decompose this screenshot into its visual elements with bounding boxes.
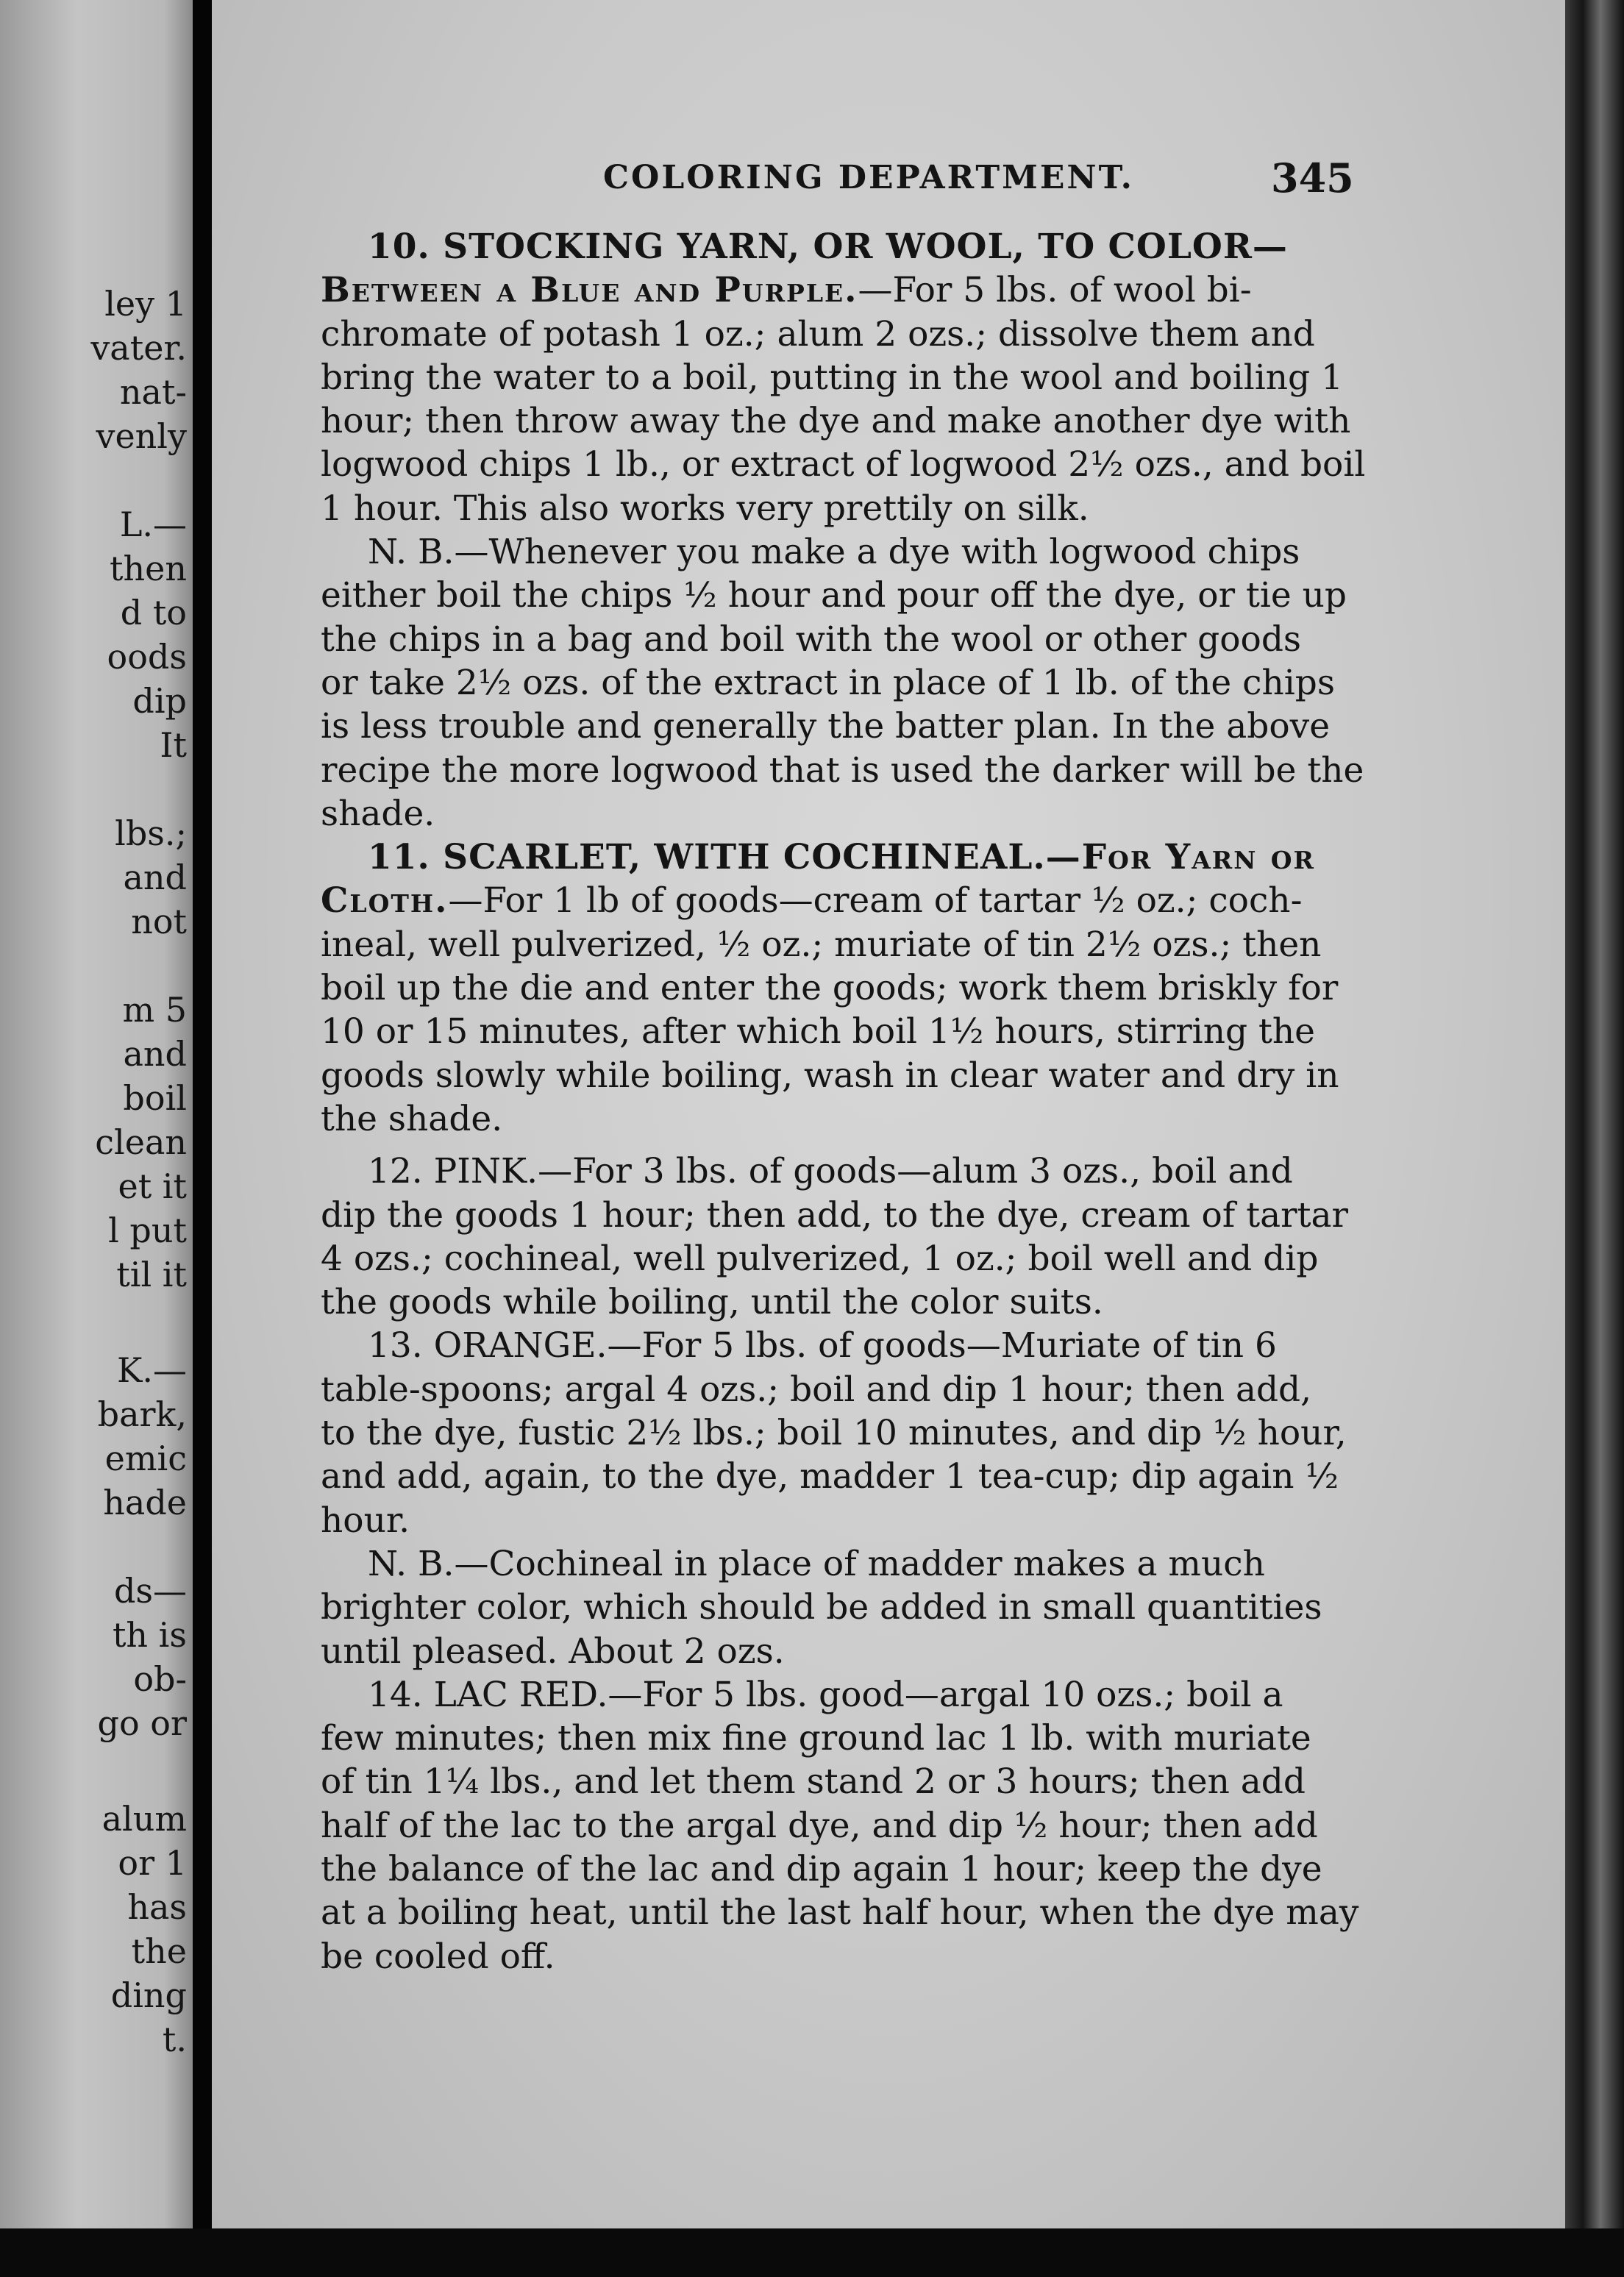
text-line: goods slowly while boiling, wash in clear water and dry in xyxy=(321,1055,1339,1096)
note-line: or take 2½ ozs. of the extract in place of 1 lb. of the chips xyxy=(321,662,1335,703)
facing-page-line: ob- xyxy=(133,1659,187,1699)
note-line: N. B.—Cochineal in place of madder makes a much xyxy=(368,1543,1265,1584)
text-line: hour; then throw away the dye and make another dye with xyxy=(321,401,1351,442)
facing-page-line: and xyxy=(123,1034,187,1074)
facing-page-line: boil xyxy=(123,1078,187,1118)
facing-page-line: d to xyxy=(120,593,187,632)
text-line: and add, again, to the dye, madder 1 tea-cup; dip again ½ xyxy=(321,1456,1339,1497)
body-text xyxy=(321,225,1571,1978)
note-line: is less trouble and generally the batter plan. In the above xyxy=(321,706,1331,747)
text-line: few minutes; then mix fine ground lac 1 lb. with muriate xyxy=(321,1718,1311,1759)
facing-page-line: or 1 xyxy=(118,1843,187,1883)
text-line: ineal, well pulverized, ½ oz.; muriate of tin 2½ ozs.; then xyxy=(321,924,1322,965)
text-line: 4 ozs.; cochineal, well pulverized, 1 oz.; boil well and dip xyxy=(321,1238,1319,1279)
facing-page-line: K.— xyxy=(117,1350,187,1390)
text-line: chromate of potash 1 oz.; alum 2 ozs.; dissolve them and xyxy=(321,313,1315,354)
facing-page-line: clean xyxy=(95,1122,187,1162)
text-line: half of the lac to the argal dye, and dip ½ hour; then add xyxy=(321,1805,1318,1846)
facing-page-line: ley 1 xyxy=(104,284,187,324)
facing-page-line: hade xyxy=(103,1483,187,1522)
note-line: N. B.—Whenever you make a dye with logwood chips xyxy=(368,532,1300,573)
recipe-11-heading: 11. SCARLET, WITH COCHINEAL.—For Yarn or xyxy=(368,837,1315,878)
text-line: at a boiling heat, until the last half hour, when the dye may xyxy=(321,1892,1359,1934)
facing-page-line: venly xyxy=(96,416,187,456)
recipe-10-subheading: Between a Blue and Purple. xyxy=(321,270,858,311)
facing-page-line: th is xyxy=(112,1615,187,1655)
note-line: shade. xyxy=(321,793,435,834)
running-header xyxy=(212,154,1565,202)
running-title: COLORING DEPARTMENT. xyxy=(603,159,1134,196)
book-gutter xyxy=(193,0,212,2277)
facing-page-line: bark, xyxy=(97,1394,187,1434)
facing-page-line: It xyxy=(160,725,187,765)
facing-page-line: alum xyxy=(102,1799,187,1839)
text-line: table-spoons; argal 4 ozs.; boil and dip 1 hour; then add, xyxy=(321,1369,1312,1410)
facing-page-line: ds— xyxy=(113,1571,187,1611)
recipe-13-heading: 13. ORANGE.—For 5 lbs. of goods—Muriate of tin 6 xyxy=(368,1325,1277,1366)
note-line: brighter color, which should be added in small quantities xyxy=(321,1587,1322,1628)
facing-page-line: lbs.; xyxy=(115,813,187,853)
text-line: be cooled off. xyxy=(321,1936,555,1977)
text-line: 10 or 15 minutes, after which boil 1½ hours, stirring the xyxy=(321,1011,1315,1052)
text-line: hour. xyxy=(321,1500,410,1541)
facing-page-fragment xyxy=(0,0,193,2228)
facing-page-line: t. xyxy=(162,2020,187,2059)
recipe-12-heading: 12. PINK.—For 3 lbs. of goods—alum 3 ozs., boil and xyxy=(368,1151,1293,1192)
facing-page-line: l put xyxy=(108,1211,187,1250)
note-line: either boil the chips ½ hour and pour off the dye, or tie up xyxy=(321,575,1347,616)
note-line: recipe the more logwood that is used the darker will be the xyxy=(321,749,1364,791)
note-line: the chips in a bag and boil with the wool or other goods xyxy=(321,619,1302,660)
recipe-10-heading: 10. STOCKING YARN, OR WOOL, TO COLOR— xyxy=(368,227,1288,267)
text-line: Between a Blue and Purple.—For 5 lbs. of wool bi- xyxy=(321,270,1252,311)
text-line: to the dye, fustic 2½ lbs.; boil 10 minutes, and dip ½ hour, xyxy=(321,1413,1347,1454)
text-line: bring the water to a boil, putting in the wool and boiling 1 xyxy=(321,357,1343,398)
facing-page-line: and xyxy=(123,858,187,897)
facing-page-line: the xyxy=(131,1931,187,1971)
page-edge-shadow xyxy=(1565,0,1624,2277)
facing-page-line: emic xyxy=(104,1439,187,1478)
facing-page-line: m 5 xyxy=(122,990,187,1030)
text-line: dip the goods 1 hour; then add, to the dye, cream of tartar xyxy=(321,1194,1348,1236)
book-page xyxy=(212,0,1565,2228)
text-line: the shade. xyxy=(321,1098,503,1139)
text-line: of tin 1¼ lbs., and let them stand 2 or 3 hours; then add xyxy=(321,1761,1306,1803)
facing-page-line: not xyxy=(131,902,187,941)
scan-bottom-border xyxy=(0,2228,1624,2277)
text-line: boil up the die and enter the goods; work them briskly for xyxy=(321,968,1339,1009)
facing-page-line: oods xyxy=(107,637,187,677)
page-number: 345 xyxy=(1271,154,1354,202)
facing-page-line: til it xyxy=(116,1255,187,1294)
text-line: 1 hour. This also works very prettily on silk. xyxy=(321,488,1089,529)
text-line: the balance of the lac and dip again 1 hour; keep the dye xyxy=(321,1848,1322,1889)
facing-page-line: ding xyxy=(110,1975,187,2015)
facing-page-line: has xyxy=(127,1887,187,1927)
facing-page-line: L.— xyxy=(119,505,187,544)
text-line: logwood chips 1 lb., or extract of logwood 2½ ozs., and boil xyxy=(321,444,1366,485)
text-line: Cloth.—For 1 lb of goods—cream of tartar ½ oz.; coch- xyxy=(321,880,1303,922)
note-line: until pleased. About 2 ozs. xyxy=(321,1631,785,1672)
facing-page-line: et it xyxy=(118,1166,187,1206)
facing-page-line: vater. xyxy=(90,328,187,368)
facing-page-line: dip xyxy=(132,681,187,721)
facing-page-line: then xyxy=(110,549,187,588)
facing-page-line: nat- xyxy=(119,372,187,412)
facing-page-line: go or xyxy=(97,1703,187,1743)
text-line: the goods while boiling, until the color suits. xyxy=(321,1282,1103,1323)
recipe-14-heading: 14. LAC RED.—For 5 lbs. good—argal 10 ozs.; boil a xyxy=(368,1674,1283,1715)
